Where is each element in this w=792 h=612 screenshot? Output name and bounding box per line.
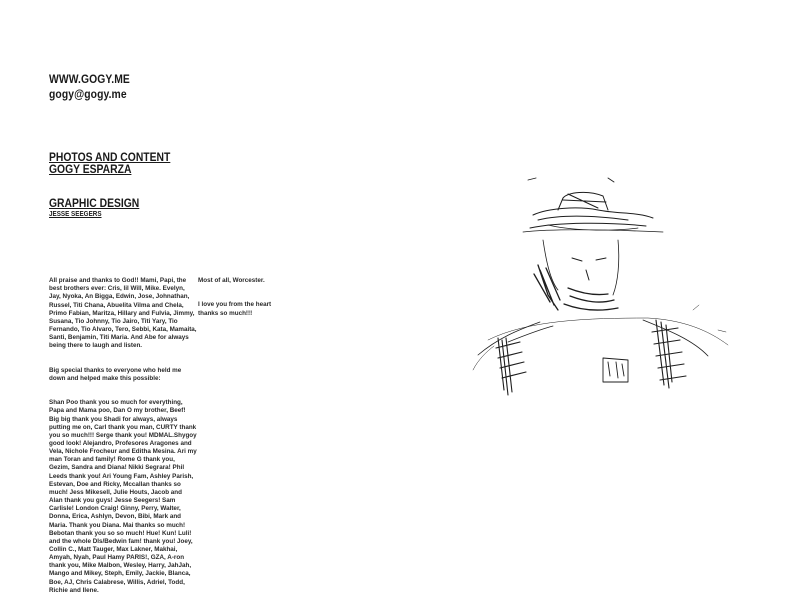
design-credit (49, 198, 184, 219)
design-credit-name: JESSE SEEGERS (49, 211, 102, 218)
credits-block (49, 152, 184, 219)
website-link[interactable]: WWW.GOGY.ME (49, 74, 130, 86)
photos-credit-name: GOGY ESPARZA (49, 164, 132, 176)
design-credit-heading: GRAPHIC DESIGN (49, 198, 140, 210)
email-link[interactable]: gogy@gogy.me (49, 89, 127, 101)
thanks-paragraph: Big special thanks to everyone who held me down and helped make this possible: (49, 366, 182, 382)
thanks-paragraph: Most of all, Worcester. (198, 277, 265, 285)
right-page (396, 0, 792, 612)
hand-drawn-sketch-icon (468, 170, 758, 400)
thanks-column-right (198, 269, 278, 334)
thanks-paragraph: Shan Poo thank you so much for everything, Papa and Mama poo, Dan O my brother, Beef! Big big thank you Shadi for always, always putting me on, Carl thank you man, CURTY thank you so much!!! Serge thank you! MDMAL.Shygoy good look! Alejandro, Profesores Aragones and Vela, Nichole Frocheur and Editha Mesina. Ari my man Toran and family! Rome G thank you, Gezim, Sandra and Diana! Nikki Segrara! Phil Leeds thank you! Ari Young Fam, Ashley Parish, Estevan, Doe and Ricky, Mccallan thanks so much! Jess Mikesell, Julie Houts, Jacob and Alan thank you guys! Jesse Seegers! Sam Carlisle! London Craig! Ginny, Perry, Walter, Donna, Erica, Ashlyn, Devon, Bibi, Mark and Maria. Thank you Diana. Mai thanks so much! Bebotan thank you so so much! Hue! Kun! Luli! and the whole Dls/Bedwin fam! thank you! Joey, Collin C., Matt Tauger, Max Lakner, Makhai, Amyah, Nyah, Paul Hamy PARIS!, GZA, A-ron thank you, Mike Malbon, Wesley, Harry, JahJah, Mango and Mikey, Steph, Emily, Jackie, Blanca, Boe, AJ, Chris Calabrese, Willis, Adriel, Todd, Richie and Ilene. (49, 399, 197, 594)
thanks-paragraph: I love you from the heart thanks so much!!! (198, 301, 272, 317)
photos-credit-heading: PHOTOS AND CONTENT (49, 152, 171, 164)
contact-block (49, 73, 139, 103)
sketch-drawing (468, 170, 758, 400)
thanks-column-left (49, 269, 197, 611)
thanks-paragraph: All praise and thanks to God!! Mami, Papi, the best brothers ever: Cris, lil Will, Mike. Evelyn, Jay, Nyoka, An Bigga, Edwin, Jose, Johnathan, Russel, Titi Chana, Abuelita Vilma and Chela, Primo Fabian, Maritza, Hillary and Fulvia, Jimmy, Susana, Tio Johnny, Tio Jairo, Titi Yary, Tio Fernando, Tio Alvaro, Tero, Sebbi, Kata, Mamaita, Santi, Benjamin, Titi Maria. And Abe for always being there to laugh and listen. (49, 277, 197, 350)
